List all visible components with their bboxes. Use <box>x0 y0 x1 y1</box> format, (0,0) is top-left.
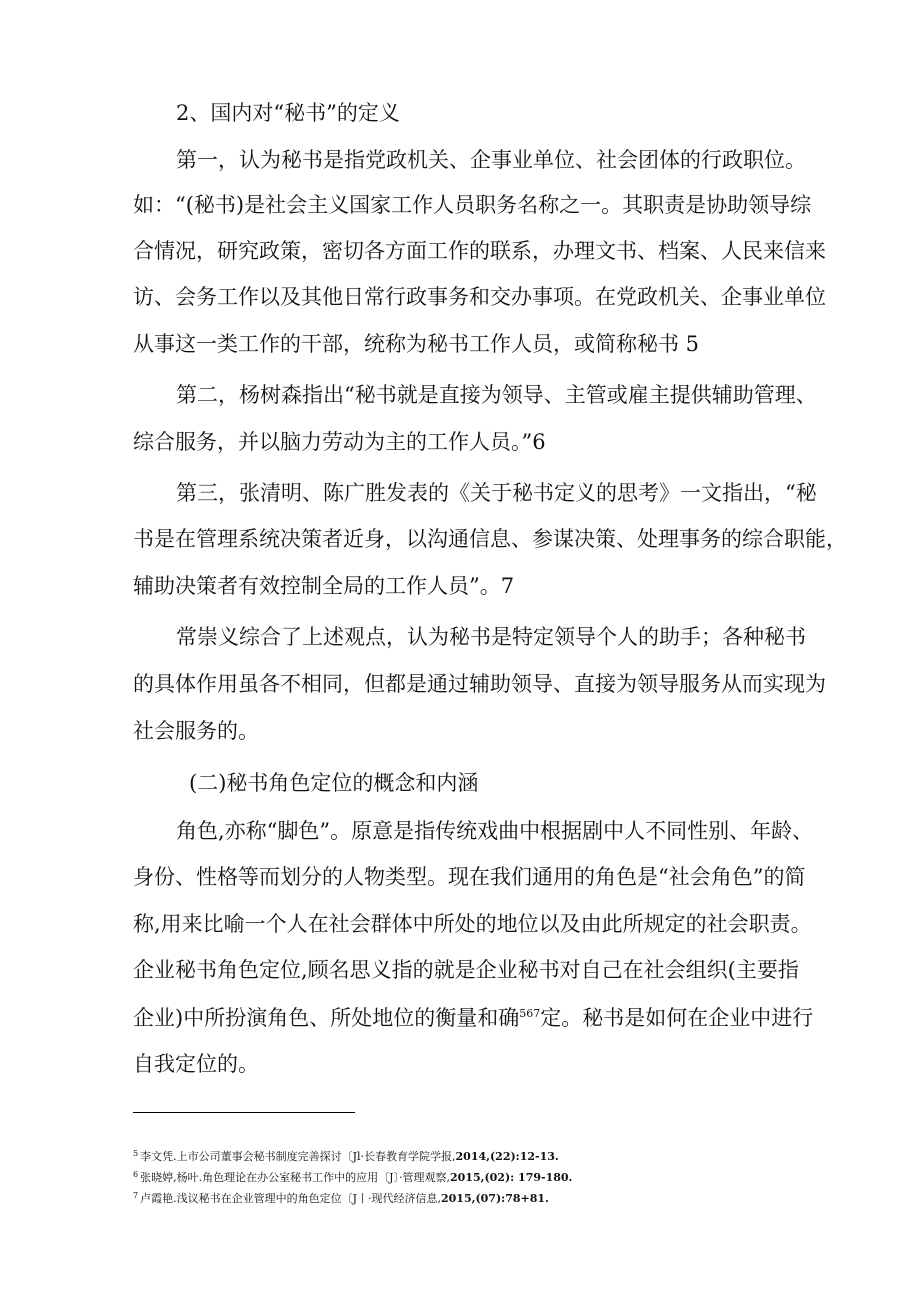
section-heading-domestic-definition: 2、国内对“秘书”的定义 <box>176 101 400 125</box>
paragraph-line: 称,用来比喻一个人在社会群体中所处的地位以及由此所规定的社会职责。 <box>133 912 812 936</box>
section-heading-role-concept: (二)秘书角色定位的概念和内涵 <box>189 771 479 795</box>
footnote <box>133 1171 572 1185</box>
footnote-text: 卢霞艳.浅议秘书在企业管理中的角色定位〔J丨·现代经济信息, <box>140 1192 441 1205</box>
paragraph-line: 的具体作用虽各不相同，但都是通过辅助领导、直接为领导服务从而实现为 <box>133 672 826 696</box>
paragraph-first-line: 第二，杨树森指出“秘书就是直接为领导、主管或雇主提供辅助管理、 <box>176 383 817 407</box>
paragraph-first-line: 常崇义综合了上述观点，认为秘书是特定领导个人的助手；各种秘书 <box>176 625 806 649</box>
footnote-number: 6 <box>133 1170 139 1179</box>
footnote-text: 李文凭.上市公司董事会秘书制度完善探讨〔Jl·长春教育学院学报, <box>140 1150 456 1163</box>
footnote-detail: 2015,(07):78+81. <box>441 1192 549 1205</box>
footnote-detail: 2015,(02): 179-180. <box>450 1171 573 1184</box>
paragraph-text: 定。秘书是如何在企业中进行 <box>540 1006 814 1030</box>
paragraph-line: 合情况，研究政策，密切各方面工作的联系，办理文书、档案、人民来信来 <box>133 239 826 263</box>
paragraph-line: 从事这一类工作的干部，统称为秘书工作人员，或简称秘书 5 <box>133 332 700 356</box>
footnote-divider <box>133 1112 355 1113</box>
footnote <box>133 1192 549 1206</box>
footnote-detail: 2014,(22):12-13. <box>455 1150 559 1163</box>
paragraph-line: 如：“(秘书)是社会主义国家工作人员职务名称之一。其职责是协助领导综 <box>133 193 812 217</box>
paragraph-text: 企业)中所扮演角色、所处地位的衡量和确 <box>133 1006 520 1030</box>
paragraph-line: 社会服务的。 <box>133 719 259 743</box>
paragraph-line: 自我定位的。 <box>133 1052 259 1076</box>
footnote-reference: 567 <box>519 1007 541 1020</box>
paragraph-first-line: 角色,亦称“脚色”。原意是指传统戏曲中根据剧中人不同性别、年龄、 <box>176 819 814 843</box>
paragraph-line: 综合服务，并以脑力劳动为主的工作人员。”6 <box>133 430 546 454</box>
paragraph-first-line: 第一，认为秘书是指党政机关、企事业单位、社会团体的行政职位。 <box>176 148 806 172</box>
footnote <box>133 1150 559 1164</box>
footnote-number: 5 <box>133 1149 139 1158</box>
footnote-text: 张晓婷,杨叶.角色理论在办公室秘书工作中的应用〔J〕·管理观察, <box>140 1171 450 1184</box>
footnote-number: 7 <box>133 1191 139 1200</box>
paragraph-line: 书是在管理系统决策者近身，以沟通信息、参谋决策、处理事务的综合职能， <box>133 527 847 551</box>
paragraph-line: 辅助决策者有效控制全局的工作人员”。7 <box>133 574 515 598</box>
paragraph-line: 身份、性格等而划分的人物类型。现在我们通用的角色是“社会角色”的简 <box>133 865 806 889</box>
paragraph-first-line: 第三，张清明、陈广胜发表的《关于秘书定义的思考》一文指出，“秘 <box>176 481 817 505</box>
paragraph-line: 企业秘书角色定位,顾名思义指的就是企业秘书对自己在社会组织(主要指 <box>133 958 799 982</box>
paragraph-line: 访、会务工作以及其他日常行政事务和交办事项。在党政机关、企事业单位 <box>133 285 826 309</box>
paragraph-line <box>133 1004 813 1032</box>
